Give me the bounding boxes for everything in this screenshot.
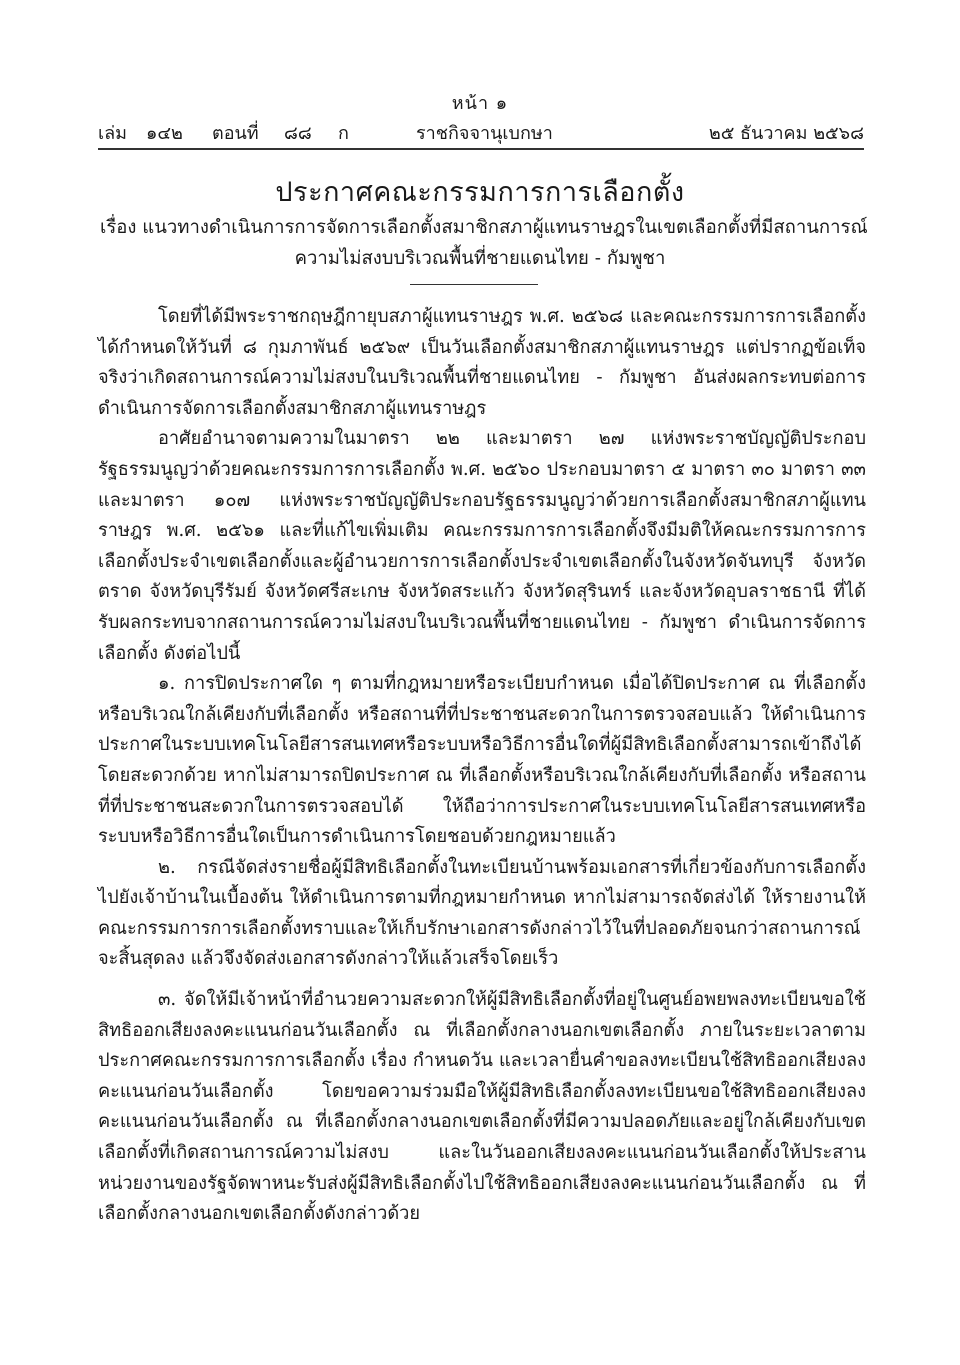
header-divider — [98, 148, 864, 150]
page-number: หน้า ๑ — [451, 93, 509, 114]
item-2-paragraph: ๒. กรณีจัดส่งรายชื่อผู้มีสิทธิเลือกตั้งในทะเบียนบ้านพร้อมเอกสารที่เกี่ยวข้องกับการเลือกตั้งไปยังเจ้าบ้านในเบื้องต้น ให้ดำเนินการตามที่กฎหมายกำหนด หากไม่สามารถจัดส่งได้ ให้รายงานให้คณะกรรมการการเลือกตั้งทราบและให้เก็บรักษาเอกสารดังกล่าวไว้ในที่ปลอดภัยจนกว่าสถานการณ์จะสิ้นสุดลง แล้วจึงจัดส่งเอกสารดังกล่าวให้แล้วเสร็จโดยเร็ว — [98, 856, 866, 970]
announcement-subject — [100, 212, 868, 274]
gazette-name: ราชกิจจานุเบกษา — [416, 123, 553, 144]
section-letter: ก — [338, 123, 349, 144]
subject-line-2: ความไม่สงบบริเวณพื้นที่ชายแดนไทย - กัมพูชา — [294, 248, 666, 269]
announcement-title: ประกาศคณะกรรมการการเลือกตั้ง — [275, 177, 685, 208]
preamble-paragraph: โดยที่ได้มีพระราชกฤษฎีกายุบสภาผู้แทนราษฎร พ.ศ. ๒๕๖๘ และคณะกรรมการการเลือกตั้งได้กำหนดให้วันที่ ๘ กุมภาพันธ์ ๒๕๖๙ เป็นวันเลือกตั้งสมาชิกสภาผู้แทนราษฎร แต่ปรากฏข้อเท็จจริงว่าเกิดสถานการณ์ความไม่สงบในบริเวณพื้นที่ชายแดนไทย - กัมพูชา อันส่งผลกระทบต่อการดำเนินการจัดการเลือกตั้งสมาชิกสภาผู้แทนราษฎร — [98, 306, 866, 419]
volume-number: ๑๔๒ — [146, 123, 183, 144]
item-1-paragraph: ๑. การปิดประกาศใด ๆ ตามที่กฎหมายหรือระเบียบกำหนด เมื่อได้ปิดประกาศ ณ ที่เลือกตั้งหรือบริเวณใกล้เคียงกับที่เลือกตั้ง หรือสถานที่ที่ประชาชนสะดวกในการตรวจสอบแล้ว ให้ดำเนินการประกาศในระบบเทคโนโลยีสารสนเทศหรือระบบหรือวิธีการอื่นใดที่ผู้มีสิทธิเลือกตั้งสามารถเข้าถึงได้โดยสะดวกด้วย หากไม่สามารถปิดประกาศ ณ ที่เลือกตั้งหรือบริเวณใกล้เคียงกับที่เลือกตั้ง หรือสถานที่ที่ประชาชนสะดวกในการตรวจสอบได้ ให้ถือว่าการประกาศในระบบเทคโนโลยีสารสนเทศหรือระบบหรือวิธีการอื่นใดเป็นการดำเนินการโดยชอบด้วยกฎหมายแล้ว — [98, 673, 866, 848]
item-3-paragraph: ๓. จัดให้มีเจ้าหน้าที่อำนวยความสะดวกให้ผู้มีสิทธิเลือกตั้งที่อยู่ในศูนย์อพยพลงทะเบียนขอใช้สิทธิออกเสียงลงคะแนนก่อนวันเลือกตั้ง ณ ที่เลือกตั้งกลางนอกเขตเลือกตั้ง ภายในระยะเวลาตามประกาศคณะกรรมการการเลือกตั้ง เรื่อง กำหนดวัน และเวลายื่นคำขอลงทะเบียนใช้สิทธิออกเสียงลงคะแนนก่อนวันเลือกตั้ง โดยขอความร่วมมือให้ผู้มีสิทธิเลือกตั้งลงทะเบียนขอใช้สิทธิออกเสียงลงคะแนนก่อนวันเลือกตั้ง ณ ที่เลือกตั้งกลางนอกเขตเลือกตั้งที่มีความปลอดภัยและอยู่ใกล้เคียงกับเขตเลือกตั้งที่เกิดสถานการณ์ความไม่สงบ และในวันออกเสียงลงคะแนนก่อนวันเลือกตั้งให้ประสานหน่วยงานของรัฐจัดพาหนะรับส่งผู้มีสิทธิเลือกตั้งไปใช้สิทธิออกเสียงลงคะแนนก่อนวันเลือกตั้ง ณ ที่เลือกตั้งกลางนอกเขตเลือกตั้งดังกล่าวด้วย — [98, 989, 866, 1225]
announcement-body — [98, 302, 866, 1230]
section-label: ตอนที่ — [212, 123, 259, 144]
title-divider — [410, 284, 538, 285]
section-number: ๘๘ — [284, 123, 312, 144]
gazette-header — [98, 118, 864, 144]
publication-date: ๒๕ ธันวาคม ๒๕๖๘ — [708, 123, 864, 144]
volume-label: เล่ม — [98, 123, 128, 144]
subject-line-1: เรื่อง แนวทางดำเนินการการจัดการเลือกตั้งสมาชิกสภาผู้แทนราษฎรในเขตเลือกตั้งที่มีสถานการณ์ — [100, 217, 868, 238]
authority-paragraph: อาศัยอำนาจตามความในมาตรา ๒๒ และมาตรา ๒๗ แห่งพระราชบัญญัติประกอบรัฐธรรมนูญว่าด้วยคณะกรรมการการเลือกตั้ง พ.ศ. ๒๕๖๐ ประกอบมาตรา ๕ มาตรา ๓๐ มาตรา ๓๓ และมาตรา ๑๐๗ แห่งพระราชบัญญัติประกอบรัฐธรรมนูญว่าด้วยการเลือกตั้งสมาชิกสภาผู้แทนราษฎร พ.ศ. ๒๕๖๑ และที่แก้ไขเพิ่มเติม คณะกรรมการการเลือกตั้งจึงมีมติให้คณะกรรมการการเลือกตั้งประจำเขตเลือกตั้งและผู้อำนวยการการเลือกตั้งประจำเขตเลือกตั้งในจังหวัดจันทบุรี จังหวัดตราด จังหวัดบุรีรัมย์ จังหวัดศรีสะเกษ จังหวัดสระแก้ว จังหวัดสุรินทร์ และจังหวัดอุบลราชธานี ที่ได้รับผลกระทบจากสถานการณ์ความไม่สงบในบริเวณพื้นที่ชายแดนไทย - กัมพูชา ดำเนินการจัดการเลือกตั้ง ดังต่อไปนี้ — [98, 428, 866, 664]
